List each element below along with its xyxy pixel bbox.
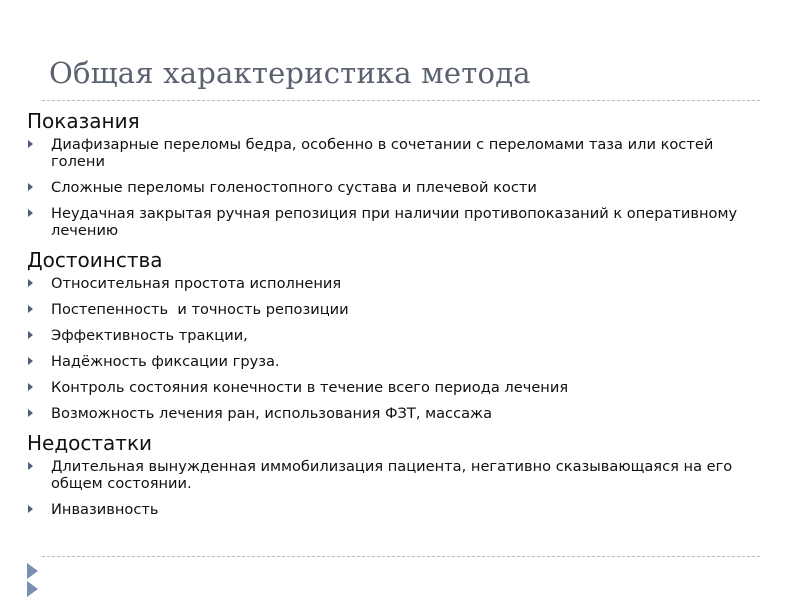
title-divider <box>42 100 760 101</box>
triangle-right-icon <box>28 357 33 365</box>
list-item <box>27 327 767 344</box>
footer-divider <box>42 556 760 557</box>
triangle-right-icon <box>28 305 33 313</box>
advantages-list <box>27 275 767 422</box>
disadvantages-list <box>27 458 767 518</box>
triangle-right-icon <box>28 505 33 513</box>
slide-content <box>27 108 767 527</box>
list-item-text: Контроль состояния конечности в течение всего периода лечения <box>51 379 569 396</box>
next-slide-triangle-icon[interactable] <box>27 581 38 597</box>
section-heading-advantages: Достоинства <box>27 248 163 272</box>
list-item <box>27 205 767 239</box>
list-item-text: Эффективность тракции, <box>51 327 248 344</box>
section-heading-indications: Показания <box>27 109 140 133</box>
list-item-text: Диафизарные переломы бедра, особенно в сочетании с переломами таза или костей голени <box>51 136 714 170</box>
list-item-text: Относительная простота исполнения <box>51 275 342 292</box>
list-item <box>27 179 767 196</box>
list-item-text: Неудачная закрытая ручная репозиция при наличии противопоказаний к оперативному лечению <box>51 205 738 239</box>
list-item-text: Постепенность и точность репозиции <box>51 301 349 318</box>
triangle-right-icon <box>28 279 33 287</box>
list-item <box>27 379 767 396</box>
triangle-right-icon <box>28 209 33 217</box>
triangle-right-icon <box>28 383 33 391</box>
triangle-right-icon <box>28 183 33 191</box>
triangle-right-icon <box>28 462 33 470</box>
list-item <box>27 301 767 318</box>
triangle-right-icon <box>28 409 33 417</box>
section-heading-disadvantages: Недостатки <box>27 431 153 455</box>
prev-slide-triangle-icon[interactable] <box>27 563 38 579</box>
list-item <box>27 353 767 370</box>
list-item-text: Надёжность фиксации груза. <box>51 353 280 370</box>
list-item <box>27 136 767 170</box>
list-item-text: Сложные переломы голеностопного сустава и плечевой кости <box>51 179 537 196</box>
list-item <box>27 405 767 422</box>
list-item-text: Инвазивность <box>51 501 159 518</box>
triangle-right-icon <box>28 140 33 148</box>
indications-list <box>27 136 767 239</box>
list-item <box>27 275 767 292</box>
list-item-text: Длительная вынужденная иммобилизация пациента, негативно сказывающаяся на его общем состоянии. <box>51 458 733 492</box>
list-item <box>27 501 767 518</box>
triangle-right-icon <box>28 331 33 339</box>
list-item <box>27 458 767 492</box>
list-item-text: Возможность лечения ран, использования ФЗТ, массажа <box>51 405 493 422</box>
slide-title: Общая характеристика метода <box>49 56 531 90</box>
